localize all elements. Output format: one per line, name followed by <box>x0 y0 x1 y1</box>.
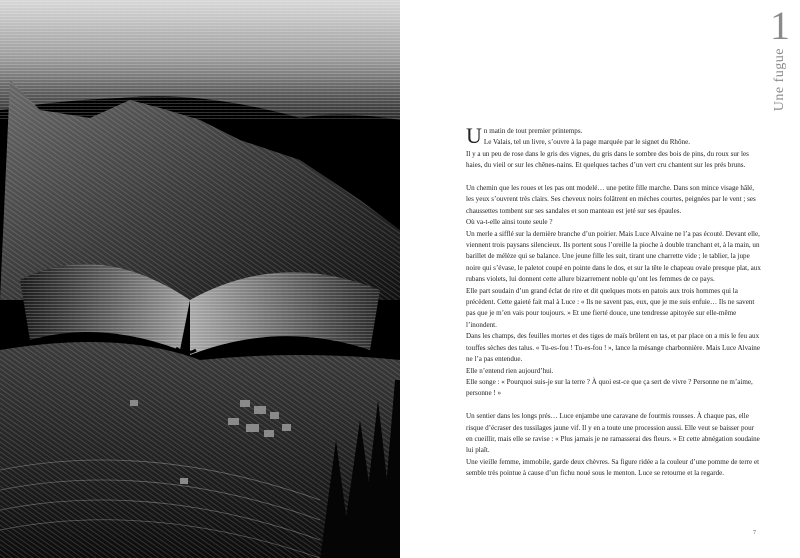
paragraph-8: Elle songe : « Pourquoi suis-je sur la terre ? À quoi est-ce que ça sert de vivre ? Personne ne m’aime, personne ! » <box>466 377 753 398</box>
paragraph-10: Une vieille femme, immobile, garde deux chèvres. Sa figure ridée a la couleur d’une pomme de terre et semble très pointue à cause d’un fichu noué sous le menton. Luce se retourne et la regarde. <box>466 457 760 478</box>
opening-line: n matin de tout premier printemps. <box>483 127 583 135</box>
chapter-heading <box>764 3 792 126</box>
paragraph-9: Un sentier dans les longs prés… Luce enjambe une caravane de fourmis rousses. À chaque pas, elle risque d’écraser des tussilages jaune vif. Il y en a toute une procession aussi. Elle veut se baisser pour en cueillir, mais elle se ravise : « Plus jamais je ne ramasserai des fleurs. » Et cette abnégation soudaine lui plaît. <box>466 412 760 455</box>
paragraph-6: Dans les champs, des feuilles mortes et des tiges de maïs brûlent en tas, et par place on a mis le feu aux touffes sèches des talus. « Tu-es-fou ! Tu-es-fou ! », lance la mésange charbonnière. Mais Luce Alvaine ne l’a pas entendue. <box>466 332 760 364</box>
paragraph-7: Elle n’entend rien aujourd’hui. <box>466 366 554 375</box>
paragraph-1: Il y a un peu de rose dans le gris des vignes, du gris dans le sombre des bois de pins, du roux sur les haies, du vieil or sur les chênes-nains. Et quelques taches d’un vert cru chantent sur les prés bruns. <box>466 149 749 170</box>
text-page <box>400 0 800 558</box>
opening-line-2: Le Valais, tel un livre, s’ouvre à la page marquée par le signet du Rhône. <box>483 138 690 147</box>
chapter-title: Une fugue <box>772 48 787 112</box>
paragraph-4: Un merle a sifflé sur la dernière branche d’un poirier. Mais Luce Alvaine ne l’a pas écouté. Devant elle, viennent trois paysans silencieux. Ils portent sous l’oreille la pioche à double tranchant et, à la main, un barillet de mélèze qui se balance. Une jeune fille les suit, tirant une charrette vide ; le tablier, la jupe noire qui s’évase, le paletot coupé en pointe dans le dos, et sur la tête le chapeau ovale presque plat, aux rubans violets, lui donnent cette allure bizarrement noble qu’ont les femmes de ce pays. <box>466 229 761 284</box>
chapter-number: 1 <box>770 3 790 48</box>
body-text <box>466 123 762 480</box>
paragraph-5: Elle part soudain d’un grand éclat de rire et dit quelques mots en patois aux trois hommes qui la précèdent. Cette gaieté fait mal à Luce : « Ils ne savent pas, eux, que je me suis enfuie… Ils ne savent pas que je m’en vais pour toujours. » Et une fierté douce, une tendresse apitoyée sur elle-même l’inondent. <box>466 286 755 329</box>
paragraph-3: Où va-t-elle ainsi toute seule ? <box>466 218 553 227</box>
drop-cap: U <box>466 123 482 148</box>
paragraph-2: Un chemin que les roues et les pas ont modelé… une petite fille marche. Dans son mince visage hâlé, les yeux s’ouvrent très clairs. Ses cheveux noirs folâtrent en mèches courtes, peignées par le vent ; ses chaussettes tombent sur ses sandales et son manteau est jeté sur ses épaules. <box>466 184 756 215</box>
page-number: 7 <box>753 530 756 536</box>
